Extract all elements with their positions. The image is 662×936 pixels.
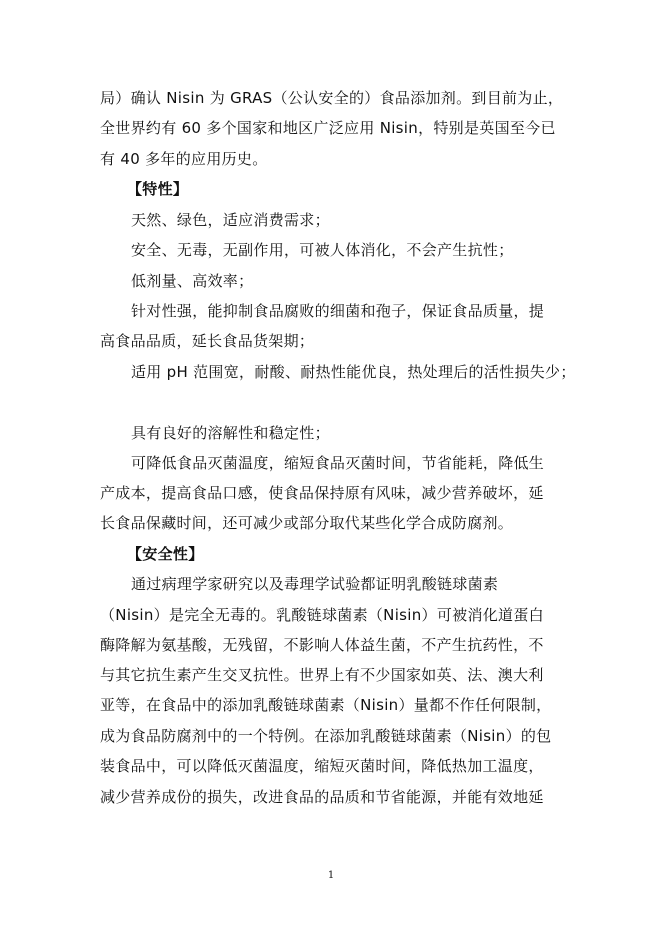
properties-line: 低剂量、高效率；: [131, 272, 254, 290]
properties-line: 安全、无毒，无副作用，可被人体消化，不会产生抗性；: [131, 241, 514, 259]
safety-line: 与其它抗生素产生交叉抗性。世界上有不少国家如英、法、澳大利: [100, 666, 544, 684]
properties-line: 天然、绿色，适应消费需求；: [131, 211, 330, 229]
properties-line: 可降低食品灭菌温度，缩短食品灭菌时间，节省能耗，降低生: [131, 454, 545, 472]
properties-line: 高食品品质，延长食品货架期；: [100, 332, 315, 350]
intro-line: 全世界约有 60 多个国家和地区广泛应用 Nisin，特别是英国至今已: [100, 119, 556, 137]
section-heading-safety: 【安全性】: [127, 545, 204, 563]
page-number: 1: [327, 870, 335, 881]
properties-line: 适用 pH 范围宽，耐酸、耐热性能优良，热处理后的活性损失少；: [131, 363, 576, 381]
intro-line: 有 40 多年的应用历史。: [100, 150, 268, 168]
safety-line: 酶降解为氨基酸，无残留，不影响人体益生菌，不产生抗药性，不: [100, 636, 544, 654]
properties-line: 长食品保藏时间，还可减少或部分取代某些化学合成防腐剂。: [100, 514, 514, 532]
properties-line: 产成本，提高食品口感，使食品保持原有风味，减少营养破坏，延: [100, 484, 544, 502]
properties-line: 具有良好的溶解性和稳定性；: [131, 424, 330, 442]
safety-line: （Nisin）是完全无毒的。乳酸链球菌素（Nisin）可被消化道蛋白: [100, 606, 544, 624]
safety-line: 亚等，在食品中的添加乳酸链球菌素（Nisin）量都不作任何限制，: [100, 696, 552, 714]
safety-line: 减少营养成份的损失，改进食品的品质和节省能源，并能有效地延: [100, 788, 544, 806]
safety-line: 装食品中，可以降低灭菌温度，缩短灭菌时间，降低热加工温度，: [100, 757, 544, 775]
properties-line: 针对性强，能抑制食品腐败的细菌和孢子，保证食品质量，提: [131, 302, 545, 320]
section-heading-properties: 【特性】: [127, 180, 189, 198]
safety-line: 成为食品防腐剂中的一个特例。在添加乳酸链球菌素（Nisin）的包: [100, 727, 552, 745]
safety-line: 通过病理学家研究以及毒理学试验都证明乳酸链球菌素: [131, 575, 499, 593]
intro-line: 局）确认 Nisin 为 GRAS（公认安全的）食品添加剂。到目前为止，: [100, 89, 564, 107]
